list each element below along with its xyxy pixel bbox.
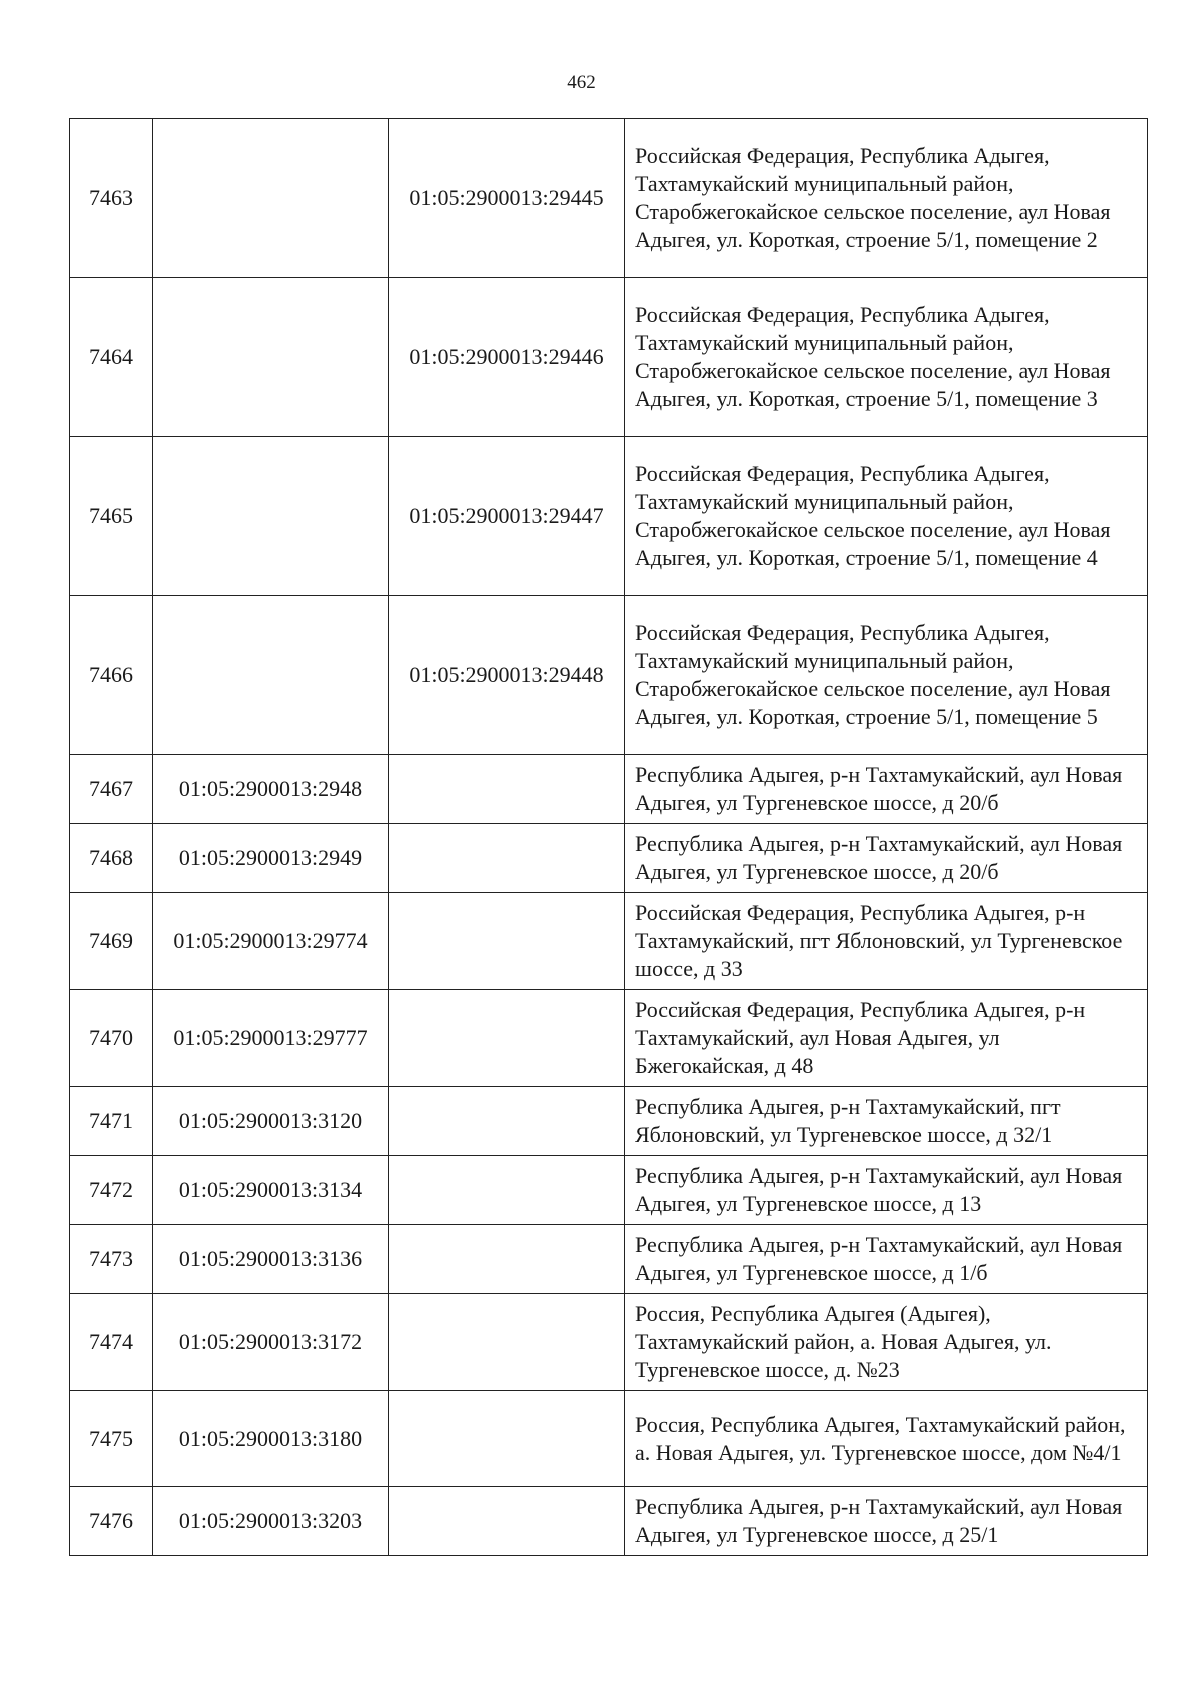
address: Республика Адыгея, р-н Тахтамукайский, пгт Яблоновский, ул Тургеневское шоссе, д 32/1 [625, 1087, 1148, 1156]
table-row [70, 119, 1148, 278]
row-number: 7468 [70, 824, 153, 893]
row-number: 7467 [70, 755, 153, 824]
table-row [70, 278, 1148, 437]
row-number: 7464 [70, 278, 153, 437]
address: Республика Адыгея, р-н Тахтамукайский, аул Новая Адыгея, ул Тургеневское шоссе, д 13 [625, 1156, 1148, 1225]
registry-table [69, 118, 1148, 1556]
row-number: 7466 [70, 596, 153, 755]
address: Республика Адыгея, р-н Тахтамукайский, аул Новая Адыгея, ул Тургеневское шоссе, д 1/б [625, 1225, 1148, 1294]
land-cadastral-number [153, 596, 389, 755]
object-cadastral-number: 01:05:2900013:29447 [389, 437, 625, 596]
row-number: 7474 [70, 1294, 153, 1391]
row-number: 7465 [70, 437, 153, 596]
row-number: 7473 [70, 1225, 153, 1294]
row-number: 7463 [70, 119, 153, 278]
land-cadastral-number [153, 278, 389, 437]
row-number: 7476 [70, 1487, 153, 1556]
table-row [70, 1156, 1148, 1225]
land-cadastral-number: 01:05:2900013:2948 [153, 755, 389, 824]
land-cadastral-number: 01:05:2900013:3136 [153, 1225, 389, 1294]
address: Российская Федерация, Республика Адыгея, Тахтамукайский муниципальный район, Старобжегокайское сельское поселение, аул Новая Адыгея, ул. Короткая, строение 5/1, помещение 4 [625, 437, 1148, 596]
table-row [70, 1391, 1148, 1487]
row-number: 7471 [70, 1087, 153, 1156]
land-cadastral-number: 01:05:2900013:3134 [153, 1156, 389, 1225]
object-cadastral-number [389, 1087, 625, 1156]
land-cadastral-number: 01:05:2900013:29774 [153, 893, 389, 990]
land-cadastral-number [153, 119, 389, 278]
address: Российская Федерация, Республика Адыгея, Тахтамукайский муниципальный район, Старобжегокайское сельское поселение, аул Новая Адыгея, ул. Короткая, строение 5/1, помещение 5 [625, 596, 1148, 755]
land-cadastral-number: 01:05:2900013:29777 [153, 990, 389, 1087]
table-row [70, 1294, 1148, 1391]
object-cadastral-number [389, 824, 625, 893]
object-cadastral-number: 01:05:2900013:29446 [389, 278, 625, 437]
object-cadastral-number [389, 1294, 625, 1391]
land-cadastral-number: 01:05:2900013:3120 [153, 1087, 389, 1156]
object-cadastral-number [389, 1225, 625, 1294]
table-row [70, 1087, 1148, 1156]
page-number: 462 [567, 72, 596, 93]
object-cadastral-number: 01:05:2900013:29445 [389, 119, 625, 278]
table-row [70, 596, 1148, 755]
address: Российская Федерация, Республика Адыгея, р-н Тахтамукайский, аул Новая Адыгея, ул Бжегокайская, д 48 [625, 990, 1148, 1087]
table-row [70, 824, 1148, 893]
table-row [70, 893, 1148, 990]
table-row [70, 755, 1148, 824]
land-cadastral-number: 01:05:2900013:3172 [153, 1294, 389, 1391]
address: Республика Адыгея, р-н Тахтамукайский, аул Новая Адыгея, ул Тургеневское шоссе, д 25/1 [625, 1487, 1148, 1556]
table-row [70, 437, 1148, 596]
row-number: 7472 [70, 1156, 153, 1225]
land-cadastral-number [153, 437, 389, 596]
object-cadastral-number [389, 1487, 625, 1556]
address: Российская Федерация, Республика Адыгея, Тахтамукайский муниципальный район, Старобжегокайское сельское поселение, аул Новая Адыгея, ул. Короткая, строение 5/1, помещение 3 [625, 278, 1148, 437]
address: Россия, Республика Адыгея (Адыгея), Тахтамукайский район, а. Новая Адыгея, ул. Тургеневское шоссе, д. №23 [625, 1294, 1148, 1391]
land-cadastral-number: 01:05:2900013:3180 [153, 1391, 389, 1487]
address: Республика Адыгея, р-н Тахтамукайский, аул Новая Адыгея, ул Тургеневское шоссе, д 20/б [625, 824, 1148, 893]
table-row [70, 1225, 1148, 1294]
row-number: 7469 [70, 893, 153, 990]
table-row [70, 990, 1148, 1087]
row-number: 7475 [70, 1391, 153, 1487]
land-cadastral-number: 01:05:2900013:2949 [153, 824, 389, 893]
object-cadastral-number [389, 990, 625, 1087]
address: Российская Федерация, Республика Адыгея, р-н Тахтамукайский, пгт Яблоновский, ул Тургеневское шоссе, д 33 [625, 893, 1148, 990]
address: Россия, Республика Адыгея, Тахтамукайский район, а. Новая Адыгея, ул. Тургеневское шоссе, дом №4/1 [625, 1391, 1148, 1487]
object-cadastral-number [389, 1391, 625, 1487]
object-cadastral-number [389, 1156, 625, 1225]
address: Российская Федерация, Республика Адыгея, Тахтамукайский муниципальный район, Старобжегокайское сельское поселение, аул Новая Адыгея, ул. Короткая, строение 5/1, помещение 2 [625, 119, 1148, 278]
object-cadastral-number [389, 755, 625, 824]
land-cadastral-number: 01:05:2900013:3203 [153, 1487, 389, 1556]
object-cadastral-number: 01:05:2900013:29448 [389, 596, 625, 755]
row-number: 7470 [70, 990, 153, 1087]
table-row [70, 1487, 1148, 1556]
address: Республика Адыгея, р-н Тахтамукайский, аул Новая Адыгея, ул Тургеневское шоссе, д 20/б [625, 755, 1148, 824]
object-cadastral-number [389, 893, 625, 990]
